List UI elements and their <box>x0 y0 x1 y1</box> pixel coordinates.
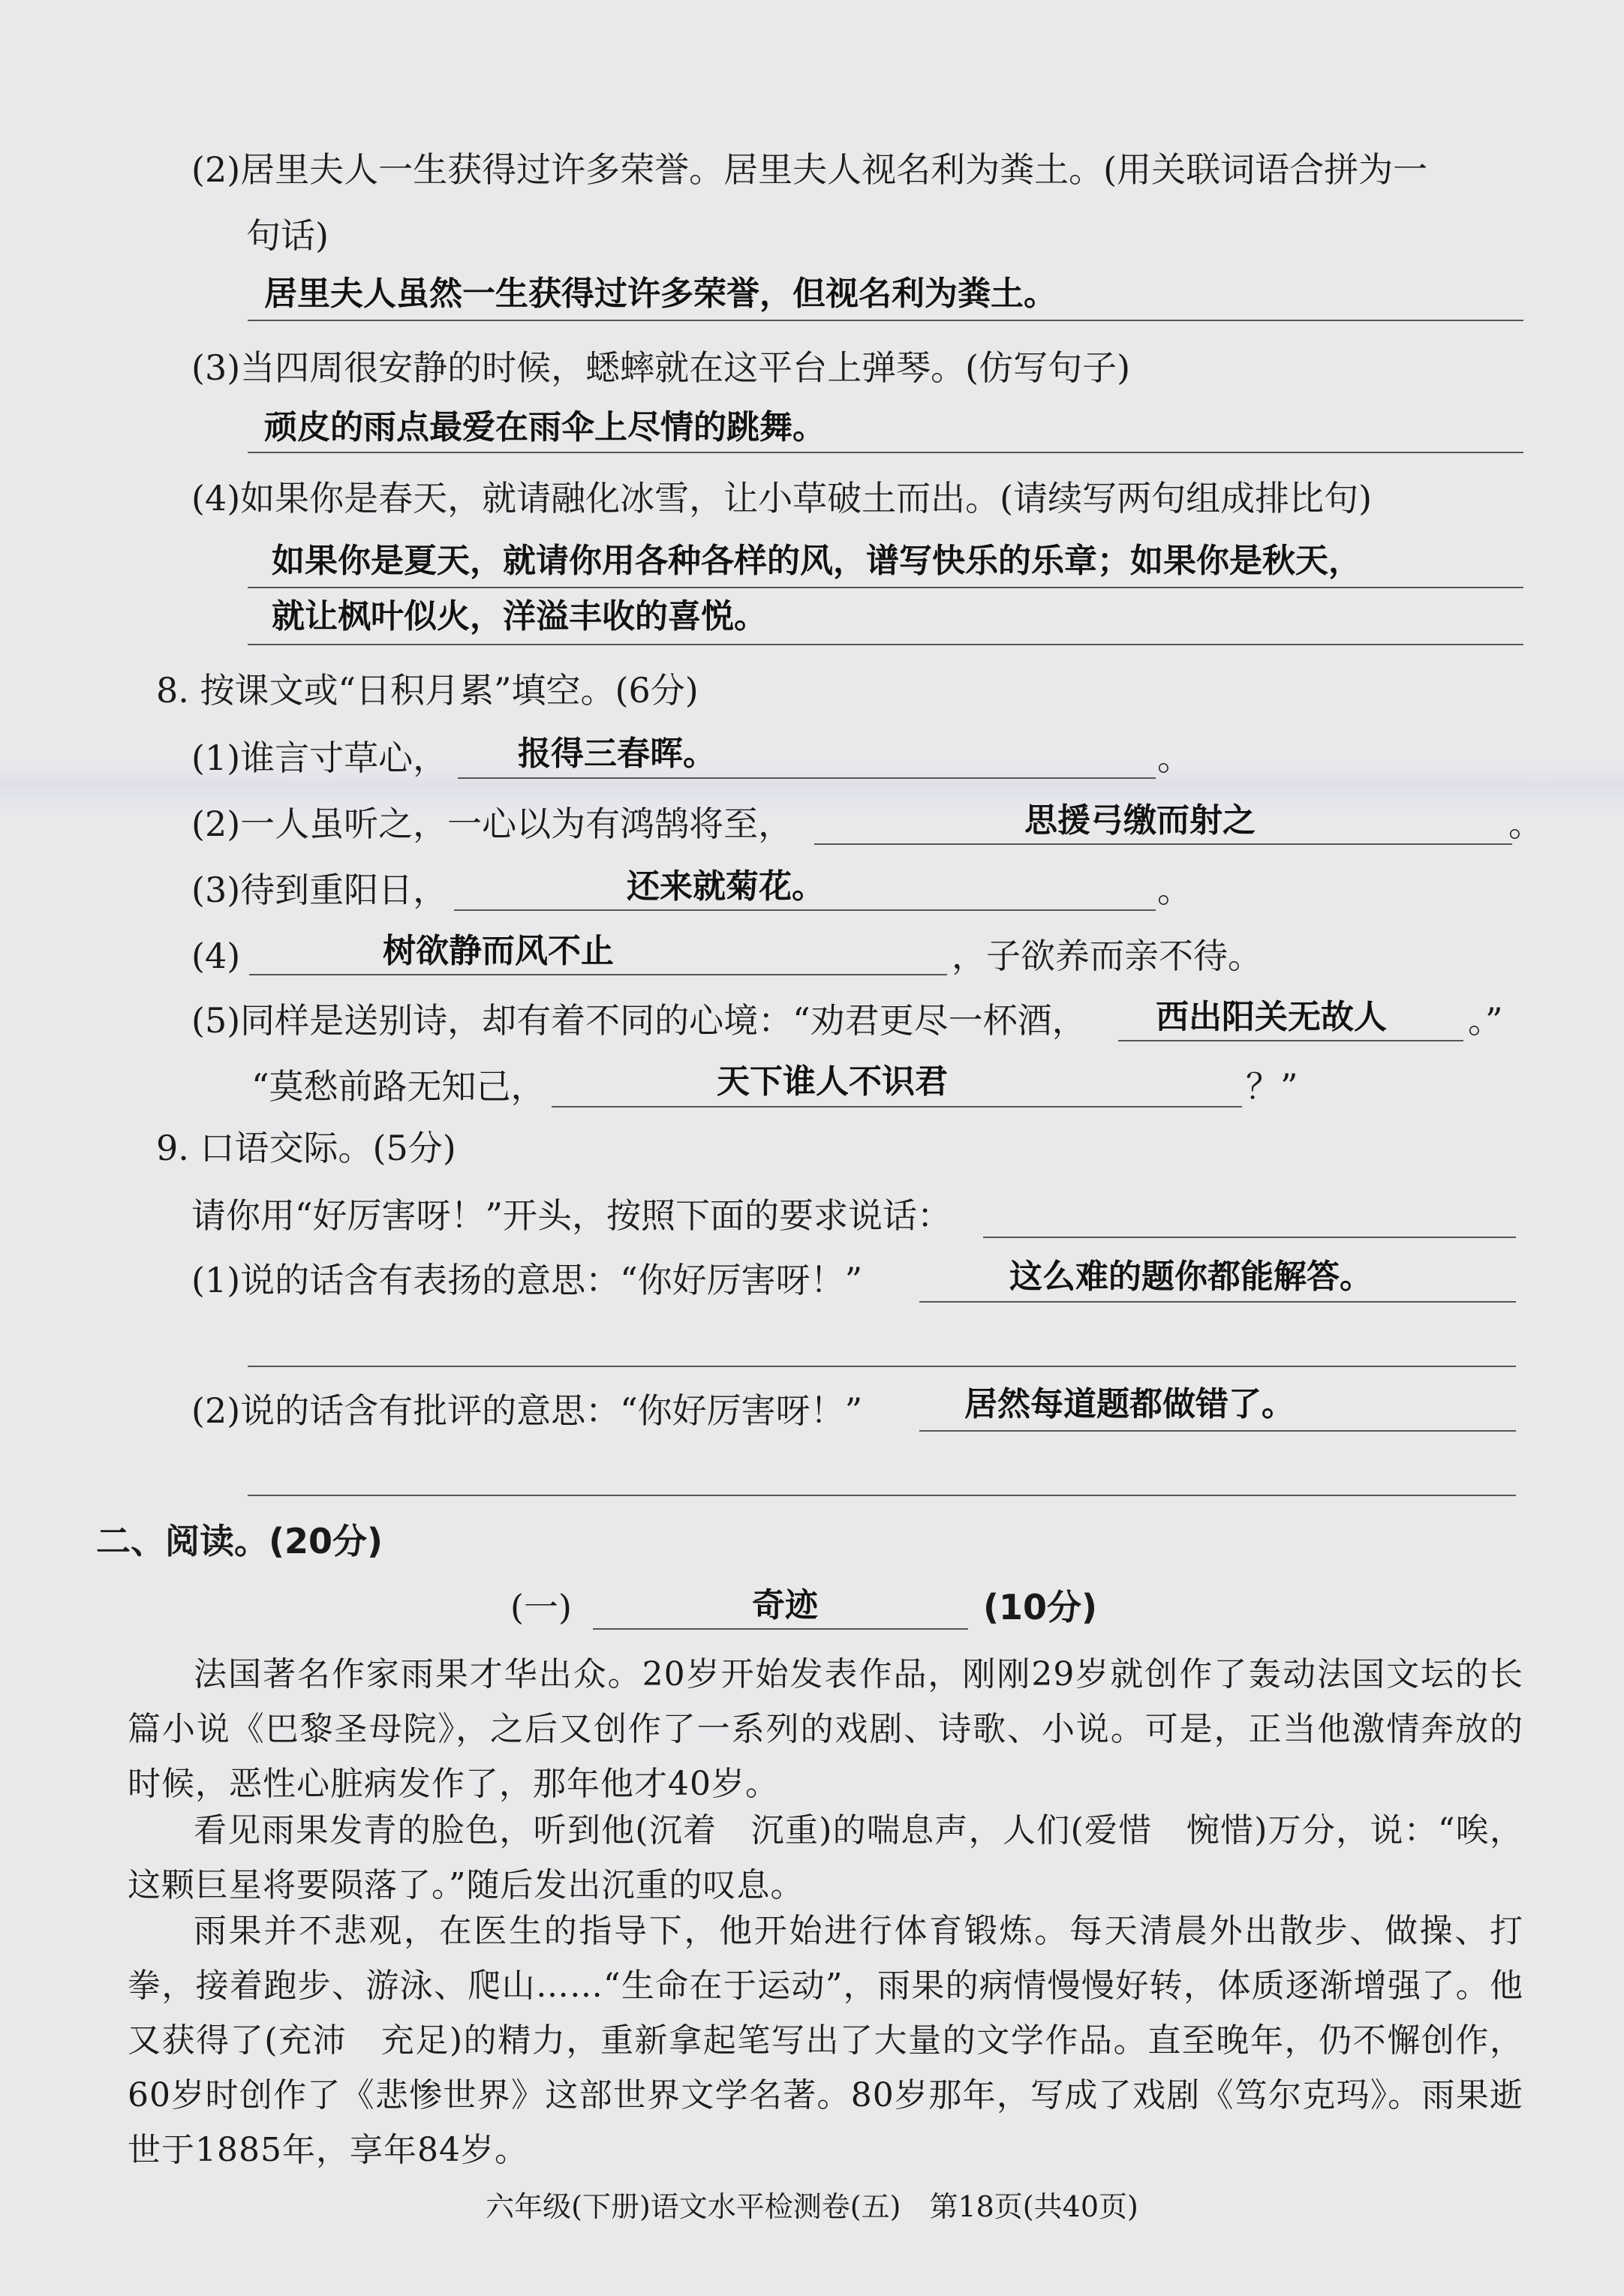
q8-item3-answer: 还来就菊花。 <box>627 867 825 906</box>
q8-item1-suffix: 。 <box>1157 738 1192 778</box>
q8-item4-suffix: ，子欲养而亲不待。 <box>952 936 1262 976</box>
q7-item4: (4)如果你是春天，就请融化冰雪，让小草破土而出。(请续写两句组成排比句) <box>191 478 1373 518</box>
page-footer: 六年级(下册)语文水平检测卷(五) 第18页(共40页) <box>486 2190 1138 2223</box>
q9-item2-answer: 居然每道题都做错了。 <box>964 1385 1295 1423</box>
passage-score: (10分) <box>983 1587 1098 1627</box>
q9-item1: (1)说的话含有表扬的意思：“你好厉害呀！” <box>191 1260 863 1300</box>
passage-number: (一) <box>510 1587 572 1627</box>
q9-intro: 请你用“好厉害呀！”开头，按照下面的要求说话： <box>191 1195 952 1236</box>
q8-item5b-suffix: ？” <box>1246 1066 1298 1107</box>
q9-title: 9. 口语交际。(5分) <box>156 1128 456 1168</box>
answer-line <box>1118 1040 1463 1041</box>
passage-title: 奇迹 <box>752 1586 818 1624</box>
q8-title: 8. 按课文或“日积月累”填空。(6分) <box>156 670 699 711</box>
q8-item5b-prefix: “莫愁前路无知己， <box>251 1066 546 1107</box>
q8-item5-answer: 西出阳关无故人 <box>1156 998 1387 1036</box>
q8-item2-prefix: (2)一人虽听之，一心以为有鸿鹄将至， <box>191 804 793 844</box>
answer-line <box>919 1301 1516 1303</box>
answer-line <box>248 1366 1516 1367</box>
q8-item2-suffix: 。 <box>1508 804 1543 844</box>
q7-item2-answer: 居里夫人虽然一生获得过许多荣誉，但视名利为粪土。 <box>264 275 1057 313</box>
q8-item5-suffix: 。” <box>1468 1000 1503 1041</box>
q8-item4-prefix: (4) <box>191 936 241 976</box>
q7-item4-answer-line1: 如果你是夏天，就请你用各种各样的风，谱写快乐的乐章；如果你是秋天， <box>272 542 1361 580</box>
answer-line <box>593 1628 968 1630</box>
q8-item5b-answer: 天下谁人不识君 <box>717 1062 948 1101</box>
q8-item3-prefix: (3)待到重阳日， <box>191 870 448 910</box>
answer-line <box>983 1237 1516 1238</box>
passage-paragraph-1: 法国著名作家雨果才华出众。20岁开始发表作品，刚刚29岁就创作了轰动法国文坛的长篇小说《巴黎圣母院》，之后又创作了一系列的戏剧、诗歌、小说。可是，正当他激情奔放的时候，恶性心脏病发作了，那年他才40岁。 <box>128 1655 1523 1803</box>
passage-paragraph-3: 雨果并不悲观，在医生的指导下，他开始进行体育锻炼。每天清晨外出散步、做操、打拳，接着跑步、游泳、爬山……“生命在于运动”，雨果的病情慢慢好转，体质逐渐增强了。他又获得了(充沛 充足)的精力，重新拿起笔写出了大量的文学作品。直至晚年，仍不懈创作，60岁时创作了《悲惨世界》这部世界文学名著。80岁那年，写成了戏剧《笃尔克玛》。雨果逝世于1885年，享年84岁。 <box>128 1912 1523 2169</box>
q7-item2-line1: (2)居里夫人一生获得过许多荣誉。居里夫人视名利为粪土。(用关联词语合拼为一 <box>191 149 1428 190</box>
q7-item4-answer-line2: 就让枫叶似火，洋溢丰收的喜悦。 <box>272 597 767 636</box>
q8-item1-prefix: (1)谁言寸草心， <box>191 738 448 778</box>
answer-line <box>248 452 1523 453</box>
passage-paragraph-2: 看见雨果发青的脸色，听到他(沉着 沉重)的喘息声，人们(爱惜 惋惜)万分，说：“唉，这颗巨星将要陨落了。”随后发出沉重的叹息。 <box>128 1811 1523 1904</box>
answer-line <box>248 320 1523 321</box>
answer-line <box>248 644 1523 645</box>
q9-item2: (2)说的话含有批评的意思：“你好厉害呀！” <box>191 1390 863 1431</box>
answer-line <box>248 1495 1516 1496</box>
answer-line <box>814 843 1512 845</box>
section2-title: 二、阅读。(20分) <box>96 1521 383 1561</box>
answer-line <box>458 777 1156 779</box>
answer-line <box>454 909 1156 911</box>
q7-item3: (3)当四周很安静的时候，蟋蟀就在这平台上弹琴。(仿写句子) <box>191 347 1131 388</box>
q8-item1-answer: 报得三春晖。 <box>518 735 716 773</box>
q8-item2-answer: 思援弓缴而射之 <box>1024 801 1256 840</box>
q9-item1-answer: 这么难的题你都能解答。 <box>1009 1258 1373 1296</box>
q7-item2-line2: 句话) <box>246 215 329 256</box>
answer-line <box>248 587 1523 588</box>
q8-item4-answer: 树欲静而风不止 <box>383 932 614 970</box>
q7-item3-answer: 顽皮的雨点最爱在雨伞上尽情的跳舞。 <box>264 408 826 446</box>
answer-line <box>552 1106 1242 1107</box>
q8-item5-prefix: (5)同样是送别诗，却有着不同的心境：“劝君更尽一杯酒， <box>191 1000 1087 1041</box>
answer-line <box>919 1430 1516 1432</box>
q8-item3-suffix: 。 <box>1157 870 1192 910</box>
answer-line <box>249 974 947 975</box>
